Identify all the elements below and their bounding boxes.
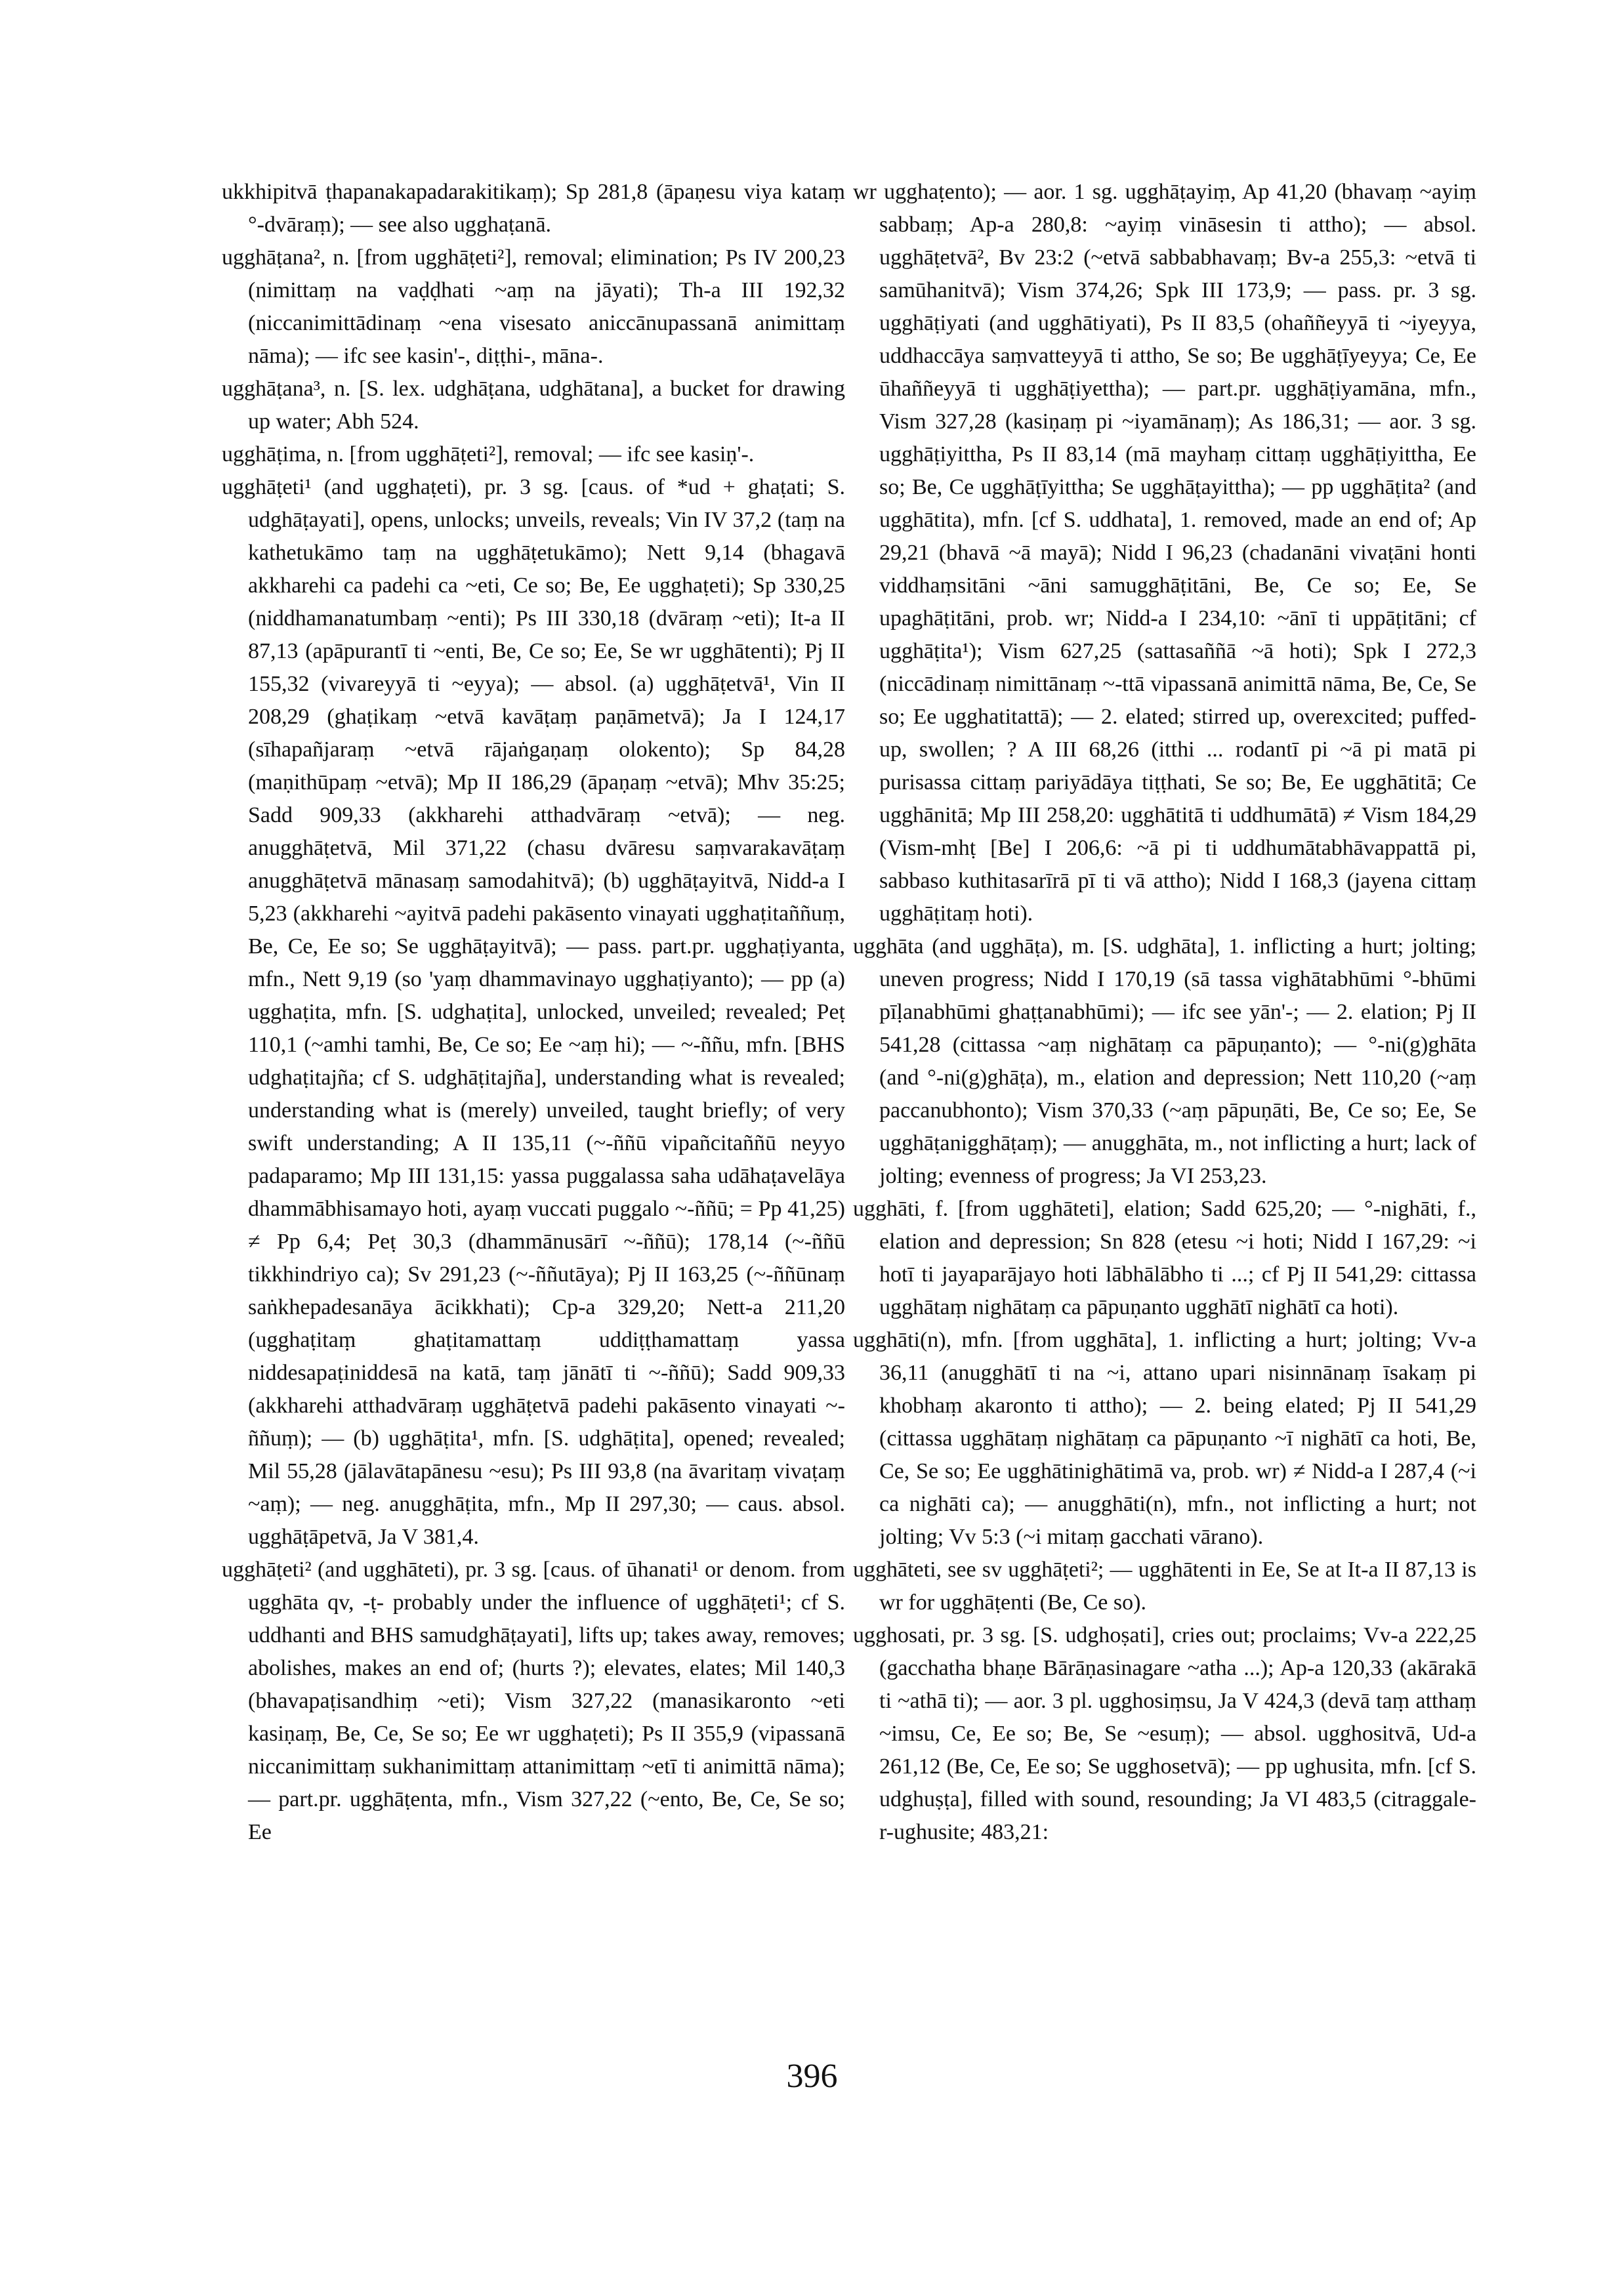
entry: ugghāṭeti¹ (and ugghaṭeti), pr. 3 sg. [caus. of *ud + ghaṭati; S. udghāṭayati], opens, unlocks; unveils, reveals; Vin IV 37,2 (taṃ na kathetukāmo taṃ na ugghāṭetukāmo); Nett 9,14 (bhagavā akkharehi ca padehi ca ~eti, Ce so; Be, Ee ugghaṭeti); Sp 330,25 (niddhamanatumbaṃ ~enti); Ps III 330,18 (dvāraṃ ~eti); It-a II 87,13 (apāpurantī ti ~enti, Be, Ce so; Ee, Se wr ugghātenti); Pj II 155,32 (vivareyyā ti ~eyya); — absol. (a) ugghāṭetvā¹, Vin II 208,29 (ghaṭikaṃ ~etvā kavāṭaṃ paṇāmetvā); Ja I 124,17 (sīhapañjaraṃ ~etvā rājaṅgaṇaṃ olokento); Sp 84,28 (maṇithūpaṃ ~etvā); Mp II 186,29 (āpaṇaṃ ~etvā); Mhv 35:25; Sadd 909,33 (akkharehi atthadvāraṃ ~etvā); — neg. anugghāṭetvā, Mil 371,22 (chasu dvāresu saṃvarakavāṭaṃ anugghāṭetvā mānasaṃ samodahitvā); (b) ugghāṭayitvā, Nidd-a I 5,23 (akkharehi ~ayitvā padehi pakāsento vinayati ugghaṭitaññuṃ, Be, Ce, Ee so; Se ugghāṭayitvā); — pass. part.pr. ugghaṭiyanta, mfn., Nett 9,19 (so 'yaṃ dhammavinayo ugghaṭiyanto); — pp (a) ugghaṭita, mfn. [S. udghaṭita], unlocked, unveiled; revealed; Peṭ 110,1 (~amhi tamhi, Be, Ce so; Ee ~aṃ hi); — ~-ññu, mfn. [BHS udghaṭitajña; cf S. udghāṭitajña], understanding what is revealed; understanding what is (merely) unveiled, taught briefly; of very swift understanding; A II 135,11 (~-ññū vipañcitaññū neyyo padaparamo; Mp III 131,15: yassa puggalassa saha udāhaṭavelāya dhammābhisamayo hoti, ayaṃ vuccati puggalo ~-ññū; = Pp 41,25) ≠ Pp 6,4; Peṭ 30,3 (dhammānusārī ~-ññū); 178,14 (~-ññū tikkhindriyo ca); Sv 291,23 (~-ññutāya); Pj II 163,25 (~-ññūnaṃ saṅkhepadesanāya ācikkhati); Cp-a 329,20; Nett-a 211,20 (ugghaṭitaṃ ghaṭitamattaṃ uddiṭṭhamattaṃ yassa niddesapaṭiniddesā na katā, taṃ jānātī ti ~-ññū); Sadd 909,33 (akkharehi atthadvāraṃ ugghāṭetvā padehi pakāsento vinayati ~-ññuṃ); — (b) ugghāṭita¹, mfn. [S. udghāṭita], opened; revealed; Mil 55,28 (jālavātapānesu ~esu); Ps III 93,8 (na āvaritaṃ vivaṭaṃ ~aṃ); — neg. anugghāṭita, mfn., Mp II 297,30; — caus. absol. ugghāṭāpetvā, Ja V 381,4. xyxy=(222,475,845,1549)
entry: ugghāṭana², n. [from ugghāṭeti²], removal; elimination; Ps IV 200,23 (nimittaṃ na vaḍḍhati ~aṃ na jāyati); Th-a III 192,32 (niccanimittādinaṃ ~ena visesato aniccānupassanā animittaṃ nāma); — ifc see kasin'-, diṭṭhi-, māna-. xyxy=(222,245,845,368)
entry: ugghāti, f. [from ugghāteti], elation; Sadd 625,20; — °-nighāti, f., elation and depression; Sn 828 (etesu ~i hoti; Nidd I 167,29: ~i hotī ti jayaparājayo hoti lābhālābho ti ...; cf Pj II 541,29: cittassa ugghātaṃ nighātaṃ ca pāpuṇanto ugghātī nighātī ca hoti). xyxy=(853,1197,1476,1319)
entry: ugghāta (and ugghāṭa), m. [S. udghāta], 1. inflicting a hurt; jolting; uneven progress; Nidd I 170,19 (sā tassa vighātabhūmi °-bhūmi pīḷanabhūmi ghaṭṭanabhūmi); — ifc see yān'-; — 2. elation; Pj II 541,28 (cittassa ~aṃ nighātaṃ ca pāpuṇanto); — °-ni(g)ghāta (and °-ni(g)ghāṭa), m., elation and depression; Nett 110,20 (~aṃ paccanubhonto); Vism 370,33 (~aṃ pāpuṇāti, Be, Ce so; Ee, Se ugghāṭanigghāṭaṃ); — anugghāta, m., not inflicting a hurt; lack of jolting; evenness of progress; Ja VI 253,23. xyxy=(853,934,1476,1188)
entry: wr ugghaṭento); — aor. 1 sg. ugghāṭayiṃ, Ap 41,20 (bhavaṃ ~ayiṃ sabbaṃ; Ap-a 280,8: ~ayiṃ vināsesin ti attho); — absol. ugghāṭetvā², Bv 23:2 (~etvā sabbabhavaṃ; Bv-a 255,3: ~etvā ti samūhanitvā); Vism 374,26; Spk III 173,9; — pass. pr. 3 sg. ugghāṭiyati (and ugghātiyati), Ps II 83,5 (ohaññeyyā ti ~iyeyya, uddhaccāya saṃvatteyyā ti attho, Se so; Be ugghāṭīyeyya; Ce, Ee ūhaññeyyā ti ugghāṭiyettha); — part.pr. ugghāṭiyamāna, mfn., Vism 327,28 (kasiṇaṃ pi ~iyamānaṃ); As 186,31; — aor. 3 sg. ugghāṭiyittha, Ps II 83,14 (mā mayhaṃ cittaṃ ugghāṭiyittha, Ee so; Be, Ce ugghāṭīyittha; Se ugghāṭayittha); — pp ugghāṭita² (and ugghātita), mfn. [cf S. uddhata], 1. removed, made an end of; Ap 29,21 (bhavā ~ā mayā); Nidd I 96,23 (chadanāni vivaṭāni honti viddhaṃsitāni ~āni samugghāṭitāni, Be, Ce so; Ee, Se upaghāṭitāni, prob. wr; Nidd-a I 234,10: ~ānī ti uppāṭitāni; cf ugghāṭita¹); Vism 627,25 (sattasaññā ~ā hoti); Spk I 272,3 (niccādinaṃ nimittānaṃ ~-ttā vipassanā animittā nāma, Be, Ce, Se so; Ee ugghatitattā); — 2. elated; stirred up, overexcited; puffed-up, swollen; ? A III 68,26 (itthi ... rodantī pi ~ā pi matā pi purisassa cittaṃ pariyādāya tiṭṭhati, Se so; Be, Ee ugghātitā; Ce ugghānitā; Mp III 258,20: ugghātitā ti uddhumātā) ≠ Vism 184,29 (Vism-mhṭ [Be] I 206,6: ~ā pi ti uddhumātabhāvappattā pi, sabbaso kuthitasarīrā pī ti vā attho); Nidd I 168,3 (jayena cittaṃ ugghāṭitaṃ hoti). xyxy=(853,180,1476,926)
page-number: 396 xyxy=(786,2057,838,2095)
entry: ugghāṭeti² (and ugghāteti), pr. 3 sg. [caus. of ūhanati¹ or denom. from ugghāta qv, -ṭ- probably under the influence of ugghāṭeti¹; cf S. uddhanti and BHS samudghāṭayati], lifts up; takes away, removes; abolishes, makes an end of; (hurts ?); elevates, elates; Mil 140,3 (bhavapaṭisandhiṃ ~eti); Vism 327,22 (manasikaronto ~eti kasiṇaṃ, Be, Ce, Se so; Ee wr ugghaṭeti); Ps II 355,9 (vipassanā niccanimittaṃ sukhanimittaṃ attanimittaṃ ~etī ti animittā nāma); — part.pr. ugghāṭenta, mfn., Vism 327,22 (~ento, Be, Ce, Se so; Ee xyxy=(222,1558,845,1844)
entry: ukkhipitvā ṭhapanakapadarakitikaṃ); Sp 281,8 (āpaṇesu viya kataṃ °-dvāraṃ); — see also ugghaṭanā. xyxy=(222,180,845,237)
entry: ugghāṭana³, n. [S. lex. udghāṭana, udghātana], a bucket for drawing up water; Abh 524. xyxy=(222,377,845,434)
entry: ugghāti(n), mfn. [from ugghāta], 1. inflicting a hurt; jolting; Vv-a 36,11 (anugghātī ti na ~i, attano upari nisinnānaṃ īsakaṃ pi khobhaṃ akaronto ti attho); — 2. being elated; Pj II 541,29 (cittassa ugghātaṃ nighātaṃ ca pāpuṇanto ~ī nighātī ca hoti, Be, Ce, Se so; Ee ugghātinighātimā va, prob. wr) ≠ Nidd-a I 287,4 (~i ca nighāti ca); — anugghāti(n), mfn., not inflicting a hurt; not jolting; Vv 5:3 (~i mitaṃ gacchati vārano). xyxy=(853,1328,1476,1549)
right-column xyxy=(853,176,1476,1849)
entry: ugghāṭima, n. [from ugghāṭeti²], removal; — ifc see kasiṇ'-. xyxy=(222,442,755,466)
left-column xyxy=(222,176,845,1849)
entry: ugghāteti, see sv ugghāṭeti²; — ugghātenti in Ee, Se at It-a II 87,13 is wr for ugghāṭenti (Be, Ce so). xyxy=(853,1558,1476,1615)
entry: ugghosati, pr. 3 sg. [S. udghoṣati], cries out; proclaims; Vv-a 222,25 (gacchatha bhaṇe Bārāṇasinagare ~atha ...); Ap-a 120,33 (akārakā ti ~athā ti); — aor. 3 pl. ugghosiṃsu, Ja V 424,3 (devā taṃ atthaṃ ~imsu, Ce, Ee so; Be, Se ~esuṃ); — absol. ugghositvā, Ud-a 261,12 (Be, Ce, Ee so; Se ugghosetvā); — pp ughusita, mfn. [cf S. udghuṣṭa], filled with sound, resounding; Ja VI 483,5 (citraggale-r-ughusite; 483,21: xyxy=(853,1623,1476,1844)
